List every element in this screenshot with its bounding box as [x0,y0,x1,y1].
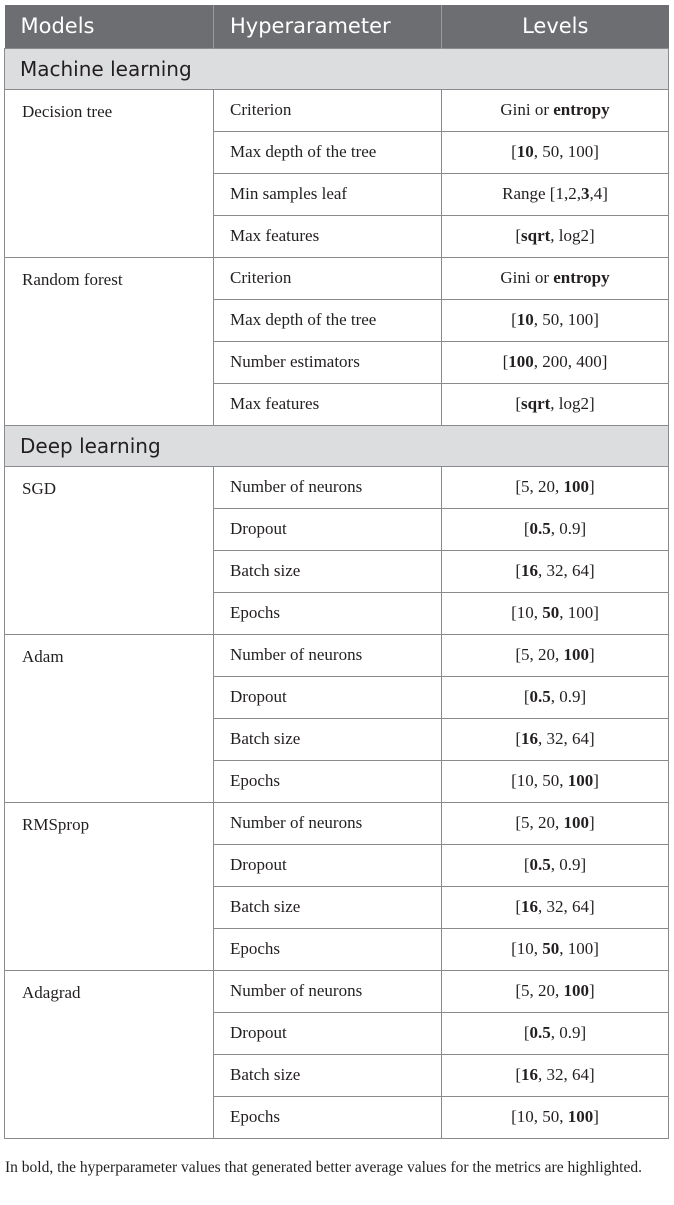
hyperparameter-cell: Epochs [214,760,442,802]
levels-cell [442,592,669,634]
model-name: RMSprop [5,802,214,970]
best-value: sqrt [521,226,551,245]
levels-cell [442,1096,669,1138]
level-text: [5, 20, [515,981,564,1000]
best-value: sqrt [521,394,551,413]
best-value: 100 [563,813,589,832]
table-footnote: In bold, the hyperparameter values that generated better average values for the metrics are highlighted. [5,1159,642,1176]
level-text: [ [515,729,521,748]
hyperparameter-cell: Min samples leaf [214,173,442,215]
hyperparameter-cell: Criterion [214,257,442,299]
hyperparameter-cell: Batch size [214,718,442,760]
level-text: [ [523,519,530,538]
model-name: Adam [5,634,214,802]
level-text: , 32, 64] [538,897,595,916]
levels-cell [442,173,669,215]
level-text: [ [515,226,521,245]
best-value: 10 [516,142,534,161]
hyperparameter-cell: Batch size [214,550,442,592]
table-body [5,48,669,1138]
table-row [5,89,669,131]
header-hyperparameter: Hyperarameter [214,5,442,48]
header-row [5,5,669,48]
levels-cell [442,676,669,718]
level-text: , log2] [550,226,595,245]
best-value: 16 [521,1065,538,1084]
level-text: [ [515,897,521,916]
best-value: 16 [521,897,538,916]
level-text: [ [523,855,530,874]
best-value: 16 [521,561,538,580]
level-text: , 32, 64] [538,1065,595,1084]
level-text: ] [589,645,595,664]
best-value: 50 [542,939,560,958]
level-text: , 100] [559,603,599,622]
levels-cell [442,1012,669,1054]
level-text: , 0.9] [550,1023,587,1042]
hyperparameter-cell: Number of neurons [214,802,442,844]
best-value: entropy [553,100,610,119]
hyperparameter-cell: Dropout [214,844,442,886]
best-value: 3 [580,184,590,203]
hyperparameter-cell: Max depth of the tree [214,131,442,173]
level-text: , 0.9] [550,855,587,874]
best-value: 100 [508,352,534,371]
level-text: Gini or [500,268,554,287]
level-text: , 32, 64] [538,729,595,748]
hyperparameter-cell: Max features [214,383,442,425]
hyperparameter-cell: Number estimators [214,341,442,383]
level-text: [ [523,687,530,706]
level-text: [10, 50, [511,771,568,790]
level-text: [5, 20, [515,645,564,664]
best-value: 100 [563,645,589,664]
levels-cell [442,299,669,341]
table-row [5,970,669,1012]
table-row [5,257,669,299]
table-row [5,634,669,676]
levels-cell [442,760,669,802]
levels-cell [442,634,669,676]
level-text: [ [515,1065,521,1084]
level-text: ] [589,813,595,832]
hyperparameter-cell: Max features [214,215,442,257]
levels-cell [442,508,669,550]
level-text: Gini or [500,100,554,119]
level-text: ] [593,771,599,790]
levels-cell [442,718,669,760]
best-value: 10 [516,310,534,329]
header-models: Models [5,5,214,48]
level-text: [5, 20, [515,813,564,832]
levels-cell [442,466,669,508]
level-text: , 0.9] [550,687,587,706]
levels-cell [442,341,669,383]
table-row [5,802,669,844]
level-text: , 50, 100] [533,310,599,329]
hyperparameter-cell: Dropout [214,1012,442,1054]
level-text: , log2] [550,394,595,413]
levels-cell [442,886,669,928]
section-title: Machine learning [5,48,669,89]
best-value: 100 [563,477,589,496]
levels-cell [442,257,669,299]
hyperparameter-cell: Epochs [214,1096,442,1138]
header-levels: Levels [442,5,669,48]
best-value: 100 [567,771,594,790]
hyperparameter-table [4,5,669,1139]
hyperparameter-cell: Epochs [214,928,442,970]
level-text: ,4] [589,184,608,203]
level-text: Range [1,2, [502,184,581,203]
levels-cell [442,844,669,886]
section-row [5,48,669,89]
hyperparameter-cell: Max depth of the tree [214,299,442,341]
level-text: [ [511,310,517,329]
best-value: 100 [563,981,589,1000]
level-text: [5, 20, [515,477,564,496]
hyperparameter-cell: Number of neurons [214,970,442,1012]
level-text: [ [515,394,521,413]
level-text: [10, [511,603,543,622]
hyperparameter-cell: Batch size [214,1054,442,1096]
model-name: SGD [5,466,214,634]
level-text: , 50, 100] [533,142,599,161]
level-text: ] [589,477,595,496]
best-value: entropy [553,268,610,287]
best-value: 0.5 [529,1023,551,1042]
model-name: Adagrad [5,970,214,1138]
level-text: , 200, 400] [533,352,608,371]
level-text: [ [523,1023,530,1042]
hyperparameter-cell: Criterion [214,89,442,131]
table-row [5,466,669,508]
levels-cell [442,215,669,257]
best-value: 16 [521,729,538,748]
level-text: , 32, 64] [538,561,595,580]
levels-cell [442,802,669,844]
best-value: 0.5 [529,519,551,538]
hyperparameter-cell: Dropout [214,508,442,550]
level-text: , 0.9] [550,519,587,538]
level-text: [10, 50, [511,1107,568,1126]
hyperparameter-cell: Number of neurons [214,634,442,676]
hyperparameter-cell: Number of neurons [214,466,442,508]
section-row [5,425,669,466]
levels-cell [442,970,669,1012]
hyperparameter-cell: Dropout [214,676,442,718]
levels-cell [442,550,669,592]
hyperparameter-cell: Batch size [214,886,442,928]
best-value: 50 [542,603,560,622]
level-text: ] [593,1107,599,1126]
best-value: 0.5 [529,855,551,874]
levels-cell [442,131,669,173]
levels-cell [442,928,669,970]
level-text: [ [502,352,509,371]
best-value: 100 [567,1107,594,1126]
best-value: 0.5 [529,687,551,706]
hyperparameter-cell: Epochs [214,592,442,634]
level-text: , 100] [559,939,599,958]
model-name: Decision tree [5,89,214,257]
level-text: [ [511,142,517,161]
model-name: Random forest [5,257,214,425]
level-text: ] [589,981,595,1000]
level-text: [ [515,561,521,580]
level-text: [10, [511,939,543,958]
levels-cell [442,383,669,425]
levels-cell [442,89,669,131]
levels-cell [442,1054,669,1096]
section-title: Deep learning [5,425,669,466]
